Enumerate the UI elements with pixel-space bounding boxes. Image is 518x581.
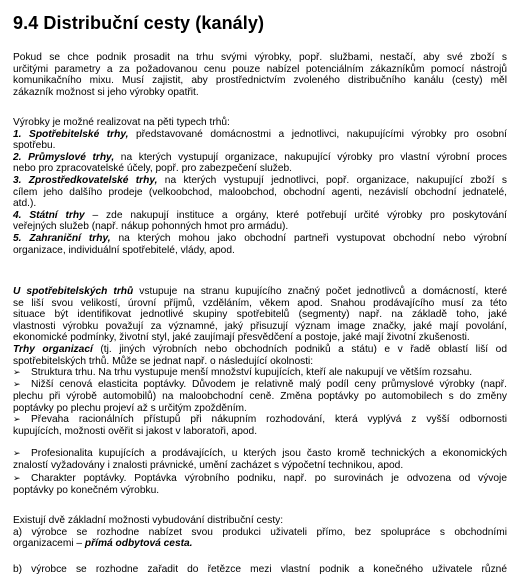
text-line: kupujících, možnosti ověřit si jakost v laboratoři, apod. xyxy=(13,426,258,437)
distribution-options xyxy=(13,515,507,550)
market-text: na kterých vystupují jednotlivci, popř. organizace, nakupující zboží s xyxy=(157,174,507,186)
text-line: Pokud se chce podnik prosadit na trhu svými výrobky, popř. službami, nestačí, aby své zboží s xyxy=(13,52,507,63)
bullet-text xyxy=(13,414,507,426)
text-line xyxy=(13,286,507,298)
term-consumer-markets: U spotřebitelských trhů xyxy=(13,286,134,297)
text-line: poptávky po konečném výrobku. xyxy=(13,485,160,496)
bullet-continuation xyxy=(13,391,507,414)
text-line: Struktura trhu. Na trhu vystupuje menší množství kupujících, kteří ale nakupují ve větším rozsahu. xyxy=(31,367,473,378)
chevron-bullet-icon: ➢ xyxy=(13,473,21,483)
bullet-text xyxy=(13,448,507,460)
text-line: Nižší cenová elasticita poptávky. Důvodem je relativně malý podíl ceny průmyslové výrobky (např. xyxy=(31,379,507,390)
term-direct-channel: přímá odbytová cesta. xyxy=(84,538,193,550)
market-item-1 xyxy=(13,129,507,141)
market-text: – zde nakupují instituce a orgány, které potřebují určité výrobky pro poskytování xyxy=(84,209,507,221)
bullet-item xyxy=(13,367,507,379)
bullet-item xyxy=(13,448,507,460)
term-organization-markets: Trhy organizací xyxy=(13,343,93,355)
text-line: vlastnosti výrobku považují za významné, jaký přisuzují význam image značky, jaké mají povolání, xyxy=(13,320,507,332)
option-a-last xyxy=(13,538,507,550)
option-b xyxy=(13,564,507,576)
page-title: 9.4 Distribuční cesty (kanály) xyxy=(13,13,265,33)
intro-paragraph xyxy=(13,52,507,98)
bullet-item xyxy=(13,473,507,485)
text-line: organizace, individuální spotřebitelé, vlády, apod. xyxy=(13,244,235,256)
text-line: spotřebu. xyxy=(13,140,56,152)
market-name: 2. Průmyslové trhy, xyxy=(13,151,115,163)
market-item-3 xyxy=(13,175,507,187)
consumer-paragraph xyxy=(13,286,507,367)
bullet-text xyxy=(13,379,507,391)
chevron-bullet-icon: ➢ xyxy=(13,448,21,458)
chevron-bullet-icon: ➢ xyxy=(13,379,21,389)
text-line: situace být identifikovat jednotlivé skupiny spotřebitelů (segmenty) např. na základě toho, jaké xyxy=(13,309,507,321)
bullet-item xyxy=(13,414,507,426)
text-line: Charakter poptávky. Poptávka výrobního podniku, např. po surovinách je odvozena od vývoje xyxy=(31,473,507,484)
text-line: znalostí vyžadovány i znalosti právnické, umění zacházet s výpočetní technikou, apod. xyxy=(13,460,404,471)
text-span: organizacemi – xyxy=(13,538,85,550)
bullet-item xyxy=(13,379,507,391)
bullet-continuation xyxy=(13,460,507,472)
text-line: veřejných služeb (např. nákup pohonných hmot pro armádu). xyxy=(13,221,289,233)
market-name: 3. Zprostředkovatelské trhy, xyxy=(13,174,158,186)
market-text: představované domácnostmi a jednotlivci, nakupujícími výrobky pro osobní xyxy=(128,128,507,140)
text-line: plechu při výrobě automobilů) na maloobchodní ceně. Změna poptávky po automobilech s do změny xyxy=(13,391,507,402)
text-span: (tj. jiných výrobních nebo obchodních podniků a státu) e v řadě oblastí liší od xyxy=(92,343,508,355)
text-line: Převaha racionálních přístupů při nákupním rozhodování, která vyplývá z vyšší odbornosti xyxy=(31,414,507,425)
text-line: poptávky po plechu projeví až s určitým zpožděním. xyxy=(13,402,247,414)
text-line: komunikačního mixu. Musí zajistit, aby prostřednictvím zvoleného distribučního kanálu (cesty) měl xyxy=(13,75,507,87)
text-line: b) výrobce se rozhodne zařadit do řetězce mezi vlastní podnik a konečného uživatele různé xyxy=(13,564,507,575)
markets-section xyxy=(13,117,507,256)
bullet-continuation xyxy=(13,426,507,438)
text-line: se liší svou velikostí, úrovní příjmů, vzděláním, věkem apod. Snahou prodávajícího musí za této xyxy=(13,297,507,309)
bullet-text xyxy=(13,473,507,485)
text-line: nebo pro zpracovatelské účely, popř. pro zabezpečení služeb. xyxy=(13,163,293,175)
bullet-text xyxy=(13,367,507,379)
market-text: na kterých vystupují organizace, nakupující výrobky pro vlastní výrobní proces xyxy=(114,151,507,163)
text-line: cílem jeho dalšího prodeje (velkoobchod, maloobchod, obchodní agenti, nezávislí obchodní jednatelé, xyxy=(13,186,507,198)
market-text: na kterých mohou jako obchodní partneři vystupovat obchodní nebo výrobní xyxy=(110,232,507,244)
text-line: atd.). xyxy=(13,198,37,210)
options-lead: Existují dvě základní možnosti vybudování distribuční cesty: xyxy=(13,515,284,526)
markets-lead: Výrobky je možné realizovat na pěti typech trhů: xyxy=(13,117,230,128)
text-line: určitými parametry a za požadovanou cenu pouze nabízel potenciálním zákazníkům pomocí nástrojů xyxy=(13,63,507,75)
market-name: 4. Státní trhy xyxy=(13,209,85,221)
chevron-bullet-icon: ➢ xyxy=(13,414,21,424)
market-item-2 xyxy=(13,152,507,164)
text-line: Profesionalita kupujících a prodávajících, u kterých jsou často kromě technických a ekonomických xyxy=(31,448,507,459)
chevron-bullet-icon: ➢ xyxy=(13,367,21,377)
market-name: 5. Zahraniční trhy, xyxy=(13,232,111,244)
market-name: 1. Spotřebitelské trhy, xyxy=(13,128,129,140)
market-item-4 xyxy=(13,210,507,222)
option-a: a) výrobce se rozhodne nabízet svou produkci uživateli přímo, bez spolupráce s obchodními xyxy=(13,526,507,538)
market-item-5 xyxy=(13,233,507,245)
text-line: ekonomické podmínky, životní styl, jaké zaujímají přesvědčení a postoje, jaké mají životní zkušenosti. xyxy=(13,332,470,344)
text-span: vstupuje na stranu kupujícího značný počet jednotlivců a domácností, které xyxy=(133,286,507,297)
text-line xyxy=(13,344,507,356)
bullet-continuation xyxy=(13,485,507,497)
text-line: spotřebitelských trhů. Může se jednat např. o následující okolnosti: xyxy=(13,355,314,367)
text-line: zákazník možnost si jeho výrobky opatřit. xyxy=(13,86,199,98)
